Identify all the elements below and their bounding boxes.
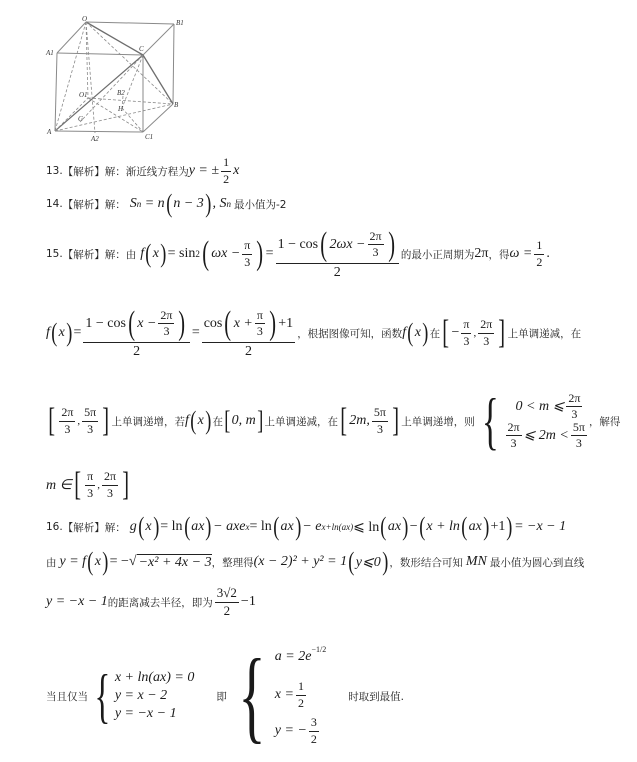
solution-16-line-1: 16. 【解析】 解： g ( x ) = ln ( ax ) − axe x = ln ( ax ) − e x+ln(ax) ⩽ ln ( ax ) − ( x + ln ( ax ) +1 ) = −x − 1: [46, 512, 567, 541]
solution-15-line-1: 15. 【解析】 解：由 f ( x ) = sin 2 ( ωx − $\frac{\pi}{3}$ ) = 1 − cos ( 2ωx − $\frac{2\pi}{3}$ ) 2 的最小正周期为 2π ，得 ω = $\frac{1}{2}$ .: [46, 225, 550, 280]
item-number: 13.: [46, 165, 63, 177]
solution-intro: 解：: [104, 198, 126, 211]
label-A1: A1: [46, 49, 54, 57]
solution-intro: 解：: [104, 165, 126, 178]
label-O: O: [82, 15, 88, 23]
label-A: A: [47, 128, 52, 136]
radicand: −x² + 4x − 3: [138, 554, 212, 570]
label-C: C: [139, 45, 144, 53]
label-H: H: [118, 105, 124, 113]
label-A2: A2: [91, 135, 99, 142]
solution-15-line-4: m ∈ [ $\frac{\pi}{3}$ , $\frac{2\pi}{3}$ ]: [46, 466, 130, 503]
label-O1: O1: [79, 91, 88, 99]
cube-geometry-figure: [40, 10, 190, 142]
analysis-tag: 【解析】: [62, 198, 105, 211]
inequality-system: { 0 < m ⩽ $\frac{2\pi}{3}$ $\frac{2\pi}{3}$ ⩽ 2m < $\frac{5\pi}{3}$: [481, 385, 585, 456]
solution-15-line-3: [ $\frac{2\pi}{3}$ , $\frac{5\pi}{3}$ ] 上单调递增，若 f ( x ) 在 [ 0, m ] 上单调递减，在 [ 2m, $\frac{5\pi}{3}$ ] 上单调递增，则 { 0 < m ⩽ $\frac{2\pi}{3}$ $\frac{2\pi}{3}$ ⩽ 2m < $\frac{5\pi}{3}$ ，解得: [48, 385, 621, 456]
label-B2: B2: [117, 89, 125, 97]
equation-system-1: { x + ln(ax) = 0 y = x − 2 y = −x − 1: [94, 663, 195, 729]
solution-14: 14. 【解析】 解： S n = n ( n − 3 ) , S n 最小值为-2: [46, 189, 287, 218]
formula-rhs: x: [233, 163, 240, 178]
solution-16-line-4: 当且仅当 { x + ln(ax) = 0 y = x − 2 y = −x − 1 即 { a = 2e −1/2 x = $\frac{1}{2}$ y = − $\frac{3}{2}$ 时取到最值.: [46, 638, 405, 753]
label-G: G: [78, 115, 84, 123]
equation-system-2: { a = 2e −1/2 x = $\frac{1}{2}$ y = − $\frac{3}{2}$: [238, 638, 327, 753]
formula-lhs: y = ±: [188, 163, 220, 178]
analysis-tag: 【解析】: [62, 165, 105, 178]
label-B1: B1: [176, 19, 184, 27]
solution-15-line-2: f ( x ) = 1 − cos ( x − $\frac{2\pi}{3}$ ) 2 = cos ( x + $\frac{\pi}{3}$ ) +1 2 ，根据图像可知，函数 f ( x ) 在 [ − $\frac{\pi}{3}$ , $\frac{2\pi}{3}$ ] 上单调递减，在: [46, 304, 582, 359]
solution-13: [46, 155, 240, 186]
solution-16-line-2: 由 y = f ( x ) = − √ −x² + 4x − 3 ，整理得 (x − 2)² + y² = 1 ( y⩽0 ) ，数形结合可知 MN 最小值为圆心到直线: [46, 547, 585, 576]
solution-text: 渐近线方程为: [125, 165, 189, 178]
label-B: B: [174, 101, 179, 109]
solution-16-line-3: y = −x − 1 的距离减去半径，即为 $\frac{3√2}{2}$ −1: [46, 585, 256, 618]
item-number: 14.: [46, 198, 63, 210]
fraction: $\frac{1}{2}$: [223, 155, 230, 186]
label-C1: C1: [145, 133, 154, 141]
fraction-cos: 1 − cos ( 2ωx − $\frac{2\pi}{3}$ ) 2: [276, 228, 399, 280]
